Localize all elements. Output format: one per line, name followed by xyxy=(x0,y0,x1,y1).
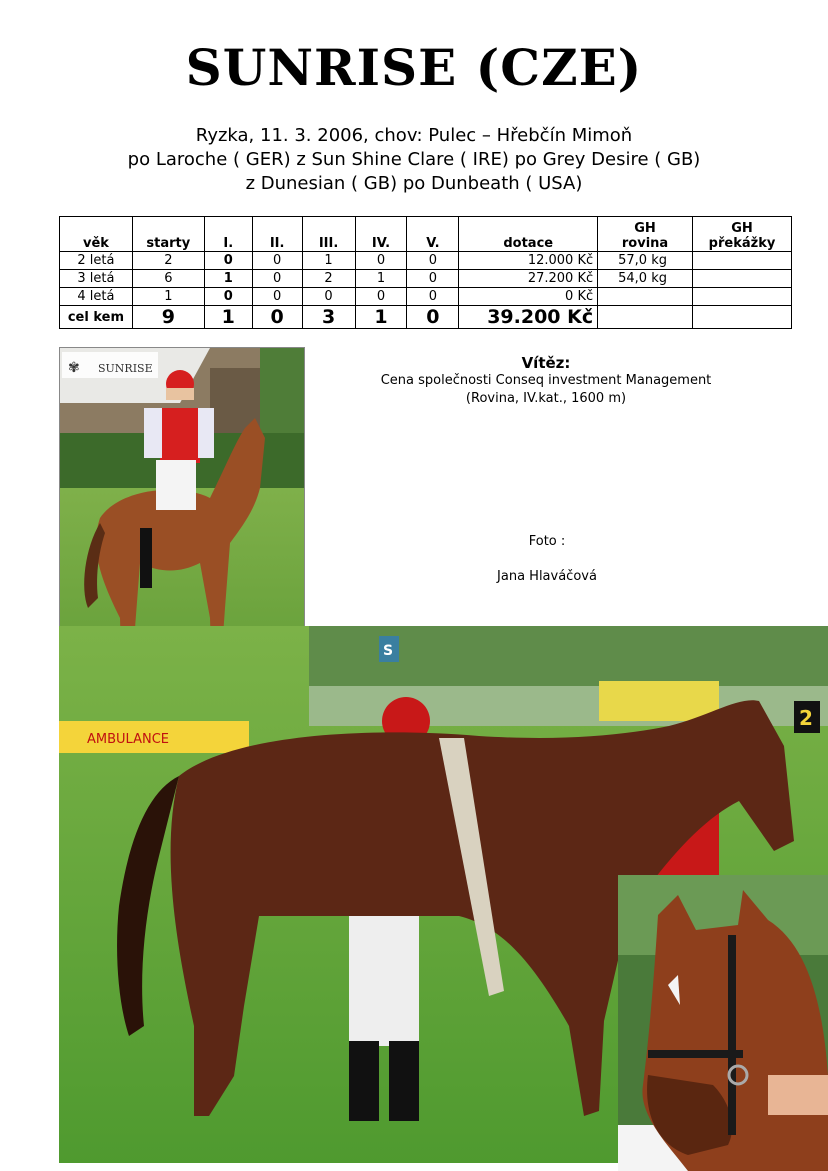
track-sign-2: 2 xyxy=(799,706,813,730)
header-third: III. xyxy=(302,217,355,252)
cell-third: 2 xyxy=(302,270,355,288)
cell-second: 0 xyxy=(252,288,302,306)
table-total-row xyxy=(60,306,792,329)
cell-first: 0 xyxy=(204,288,252,306)
cell-total-label: cel kem xyxy=(60,306,133,329)
cell-total-gh-flat xyxy=(598,306,693,329)
winner-block xyxy=(340,354,752,408)
pedigree-line-1: Ryzka, 11. 3. 2006, chov: Pulec – Hřebčín Mimoň xyxy=(195,125,633,146)
cell-first: 0 xyxy=(204,252,252,270)
pedigree-line-2: po Laroche ( GER) z Sun Shine Clare ( IRE) po Grey Desire ( GB) xyxy=(127,149,701,170)
winner-details: (Rovina, IV.kat., 1600 m) xyxy=(465,391,627,406)
logo-text: SUNRISE xyxy=(98,362,153,375)
cell-total-prize: 39.200 Kč xyxy=(459,306,598,329)
photo-horse-head xyxy=(618,875,828,1171)
cell-gh-flat xyxy=(598,288,693,306)
cell-age: 3 letá xyxy=(60,270,133,288)
cell-fourth: 0 xyxy=(355,288,407,306)
cell-second: 0 xyxy=(252,252,302,270)
cell-gh-flat: 54,0 kg xyxy=(598,270,693,288)
header-fourth: IV. xyxy=(355,217,407,252)
table-row xyxy=(60,288,792,306)
photo-credit-label: Foto : xyxy=(528,534,566,549)
cell-total-second: 0 xyxy=(252,306,302,329)
winner-label: Vítěz: xyxy=(521,354,571,372)
cell-starts: 2 xyxy=(132,252,204,270)
cell-total-fifth: 0 xyxy=(407,306,459,329)
cell-prize: 12.000 Kč xyxy=(459,252,598,270)
pedigree-block xyxy=(0,124,828,196)
table-header-row xyxy=(60,217,792,252)
cell-gh-flat: 57,0 kg xyxy=(598,252,693,270)
table-row xyxy=(60,252,792,270)
header-gh-jump: GH překážky xyxy=(692,217,791,252)
cell-first: 1 xyxy=(204,270,252,288)
cell-age: 2 letá xyxy=(60,252,133,270)
document-title: SUNRISE (CZE) xyxy=(185,38,643,97)
cell-fourth: 1 xyxy=(355,270,407,288)
sunrise-logo-icon: ✾ xyxy=(68,360,80,376)
header-fifth: V. xyxy=(407,217,459,252)
cell-gh-jump xyxy=(692,252,791,270)
header-age: věk xyxy=(60,217,133,252)
winner-race: Cena společnosti Conseq investment Management xyxy=(380,373,712,388)
cell-starts: 6 xyxy=(132,270,204,288)
photo-credit-name: Jana Hlaváčová xyxy=(497,569,597,584)
cell-gh-jump xyxy=(692,288,791,306)
ambulance-text: AMBULANCE xyxy=(87,732,169,747)
cell-fifth: 0 xyxy=(407,252,459,270)
cell-third: 1 xyxy=(302,252,355,270)
cell-total-gh-jump xyxy=(692,306,791,329)
race-record-table xyxy=(59,216,792,329)
pedigree-line-3: z Dunesian ( GB) po Dunbeath ( USA) xyxy=(245,173,583,194)
cell-fourth: 0 xyxy=(355,252,407,270)
cell-total-third: 3 xyxy=(302,306,355,329)
cell-fifth: 0 xyxy=(407,288,459,306)
cell-prize: 0 Kč xyxy=(459,288,598,306)
cell-second: 0 xyxy=(252,270,302,288)
header-prize: dotace xyxy=(459,217,598,252)
cell-gh-jump xyxy=(692,270,791,288)
header-gh-flat: GH rovina xyxy=(598,217,693,252)
header-starts: starty xyxy=(132,217,204,252)
cell-total-starts: 9 xyxy=(132,306,204,329)
cell-age: 4 letá xyxy=(60,288,133,306)
track-sign-s: S xyxy=(383,643,394,659)
header-first: I. xyxy=(204,217,252,252)
header-second: II. xyxy=(252,217,302,252)
cell-fifth: 0 xyxy=(407,270,459,288)
cell-total-fourth: 1 xyxy=(355,306,407,329)
cell-starts: 1 xyxy=(132,288,204,306)
cell-total-first: 1 xyxy=(204,306,252,329)
cell-prize: 27.200 Kč xyxy=(459,270,598,288)
cell-third: 0 xyxy=(302,288,355,306)
table-row xyxy=(60,270,792,288)
